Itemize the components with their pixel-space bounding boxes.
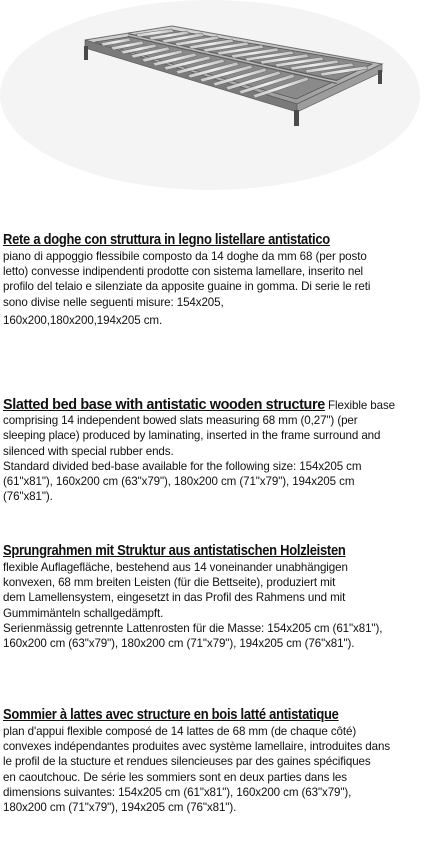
description-line: convexes indépendantes produites avec système lamellaire, introduites dans <box>3 740 391 754</box>
description-line: plan d'appui flexible composé de 14 lattes de 68 mm (de chaque côté) <box>3 725 357 738</box>
section-heading: Sommier à lattes avec structure en bois latté antistatique <box>3 707 339 723</box>
description-line: dimensions suivantes: 154x205 cm (61"x81"), 160x200 cm (63"x79"), <box>3 785 352 799</box>
description-line: letto) convesse indipendenti prodotte con sistema lamellare, inserito nel <box>3 265 364 279</box>
description-line: Flexible base <box>328 399 396 412</box>
description-line: konvexen, 68 mm breiten Leisten (für die Bettseite), produziert mit <box>3 576 336 590</box>
slatted-bed-base-image <box>0 0 438 200</box>
description-line: 160x200 cm (63"x79"), 180x200 cm (71"x79"), 194x205 cm (76"x81"). <box>3 637 355 651</box>
description-line: Serienmässig getrennte Lattenrosten für die Masse: 154x205 cm (61"x81"), <box>3 621 383 635</box>
description-line: profilo del telaio e silenziate da apposite guaine in gomma. Di serie le reti <box>3 280 371 294</box>
section-description <box>3 249 435 328</box>
section-heading: Rete a doghe con struttura in legno listellare antistatico <box>3 232 330 248</box>
section-description <box>3 560 435 651</box>
description-line: (61"x81"), 160x200 cm (63"x79"), 180x200 cm (71"x79"), 194x205 cm <box>3 475 355 489</box>
description-line: sono divise nelle seguenti misure: 154x205, <box>3 295 224 309</box>
section-italian <box>3 232 435 328</box>
section-french <box>3 707 435 815</box>
description-line: Standard divided bed-base available for the following size: 154x205 cm <box>3 459 362 473</box>
section-english <box>3 398 435 504</box>
description-line: Gummimänteln schallgedämpft. <box>3 606 164 620</box>
description-line: comprising 14 independent bowed slats measuring 68 mm (0,27") (per <box>3 414 358 428</box>
description-line: le profil de la stucture et rendues silencieuses par des gaines spécifiques <box>3 755 371 769</box>
heading-line <box>3 398 435 413</box>
section-description <box>3 413 435 504</box>
description-line: silenced with special rubber ends. <box>3 444 174 458</box>
section-german <box>3 543 435 651</box>
section-heading: Sprungrahmen mit Struktur aus antistatischen Holzleisten <box>3 543 346 559</box>
description-line: piano di appoggio flessibile composto da 14 doghe da mm 68 (per posto <box>3 250 367 263</box>
description-line: 180x200 cm (71"x79"), 194x205 cm (76"x81"). <box>3 801 237 815</box>
description-line: sleeping place) produced by laminating, inserted in the frame surround and <box>3 429 381 443</box>
description-line: en caoutchouc. De série les sommiers sont en deux parties dans les <box>3 770 347 784</box>
description-line: flexible Auflagefläche, bestehend aus 14 voneinander unabhängigen <box>3 561 348 574</box>
section-description <box>3 724 435 815</box>
description-line: 160x200,180x200,194x205 cm. <box>3 313 163 327</box>
description-line: dem Lamellensystem, eingesetzt in das Profil des Rahmens und mit <box>3 591 346 605</box>
description-line: (76"x81"). <box>3 490 53 504</box>
section-heading: Slatted bed base with antistatic wooden structure <box>3 397 325 413</box>
